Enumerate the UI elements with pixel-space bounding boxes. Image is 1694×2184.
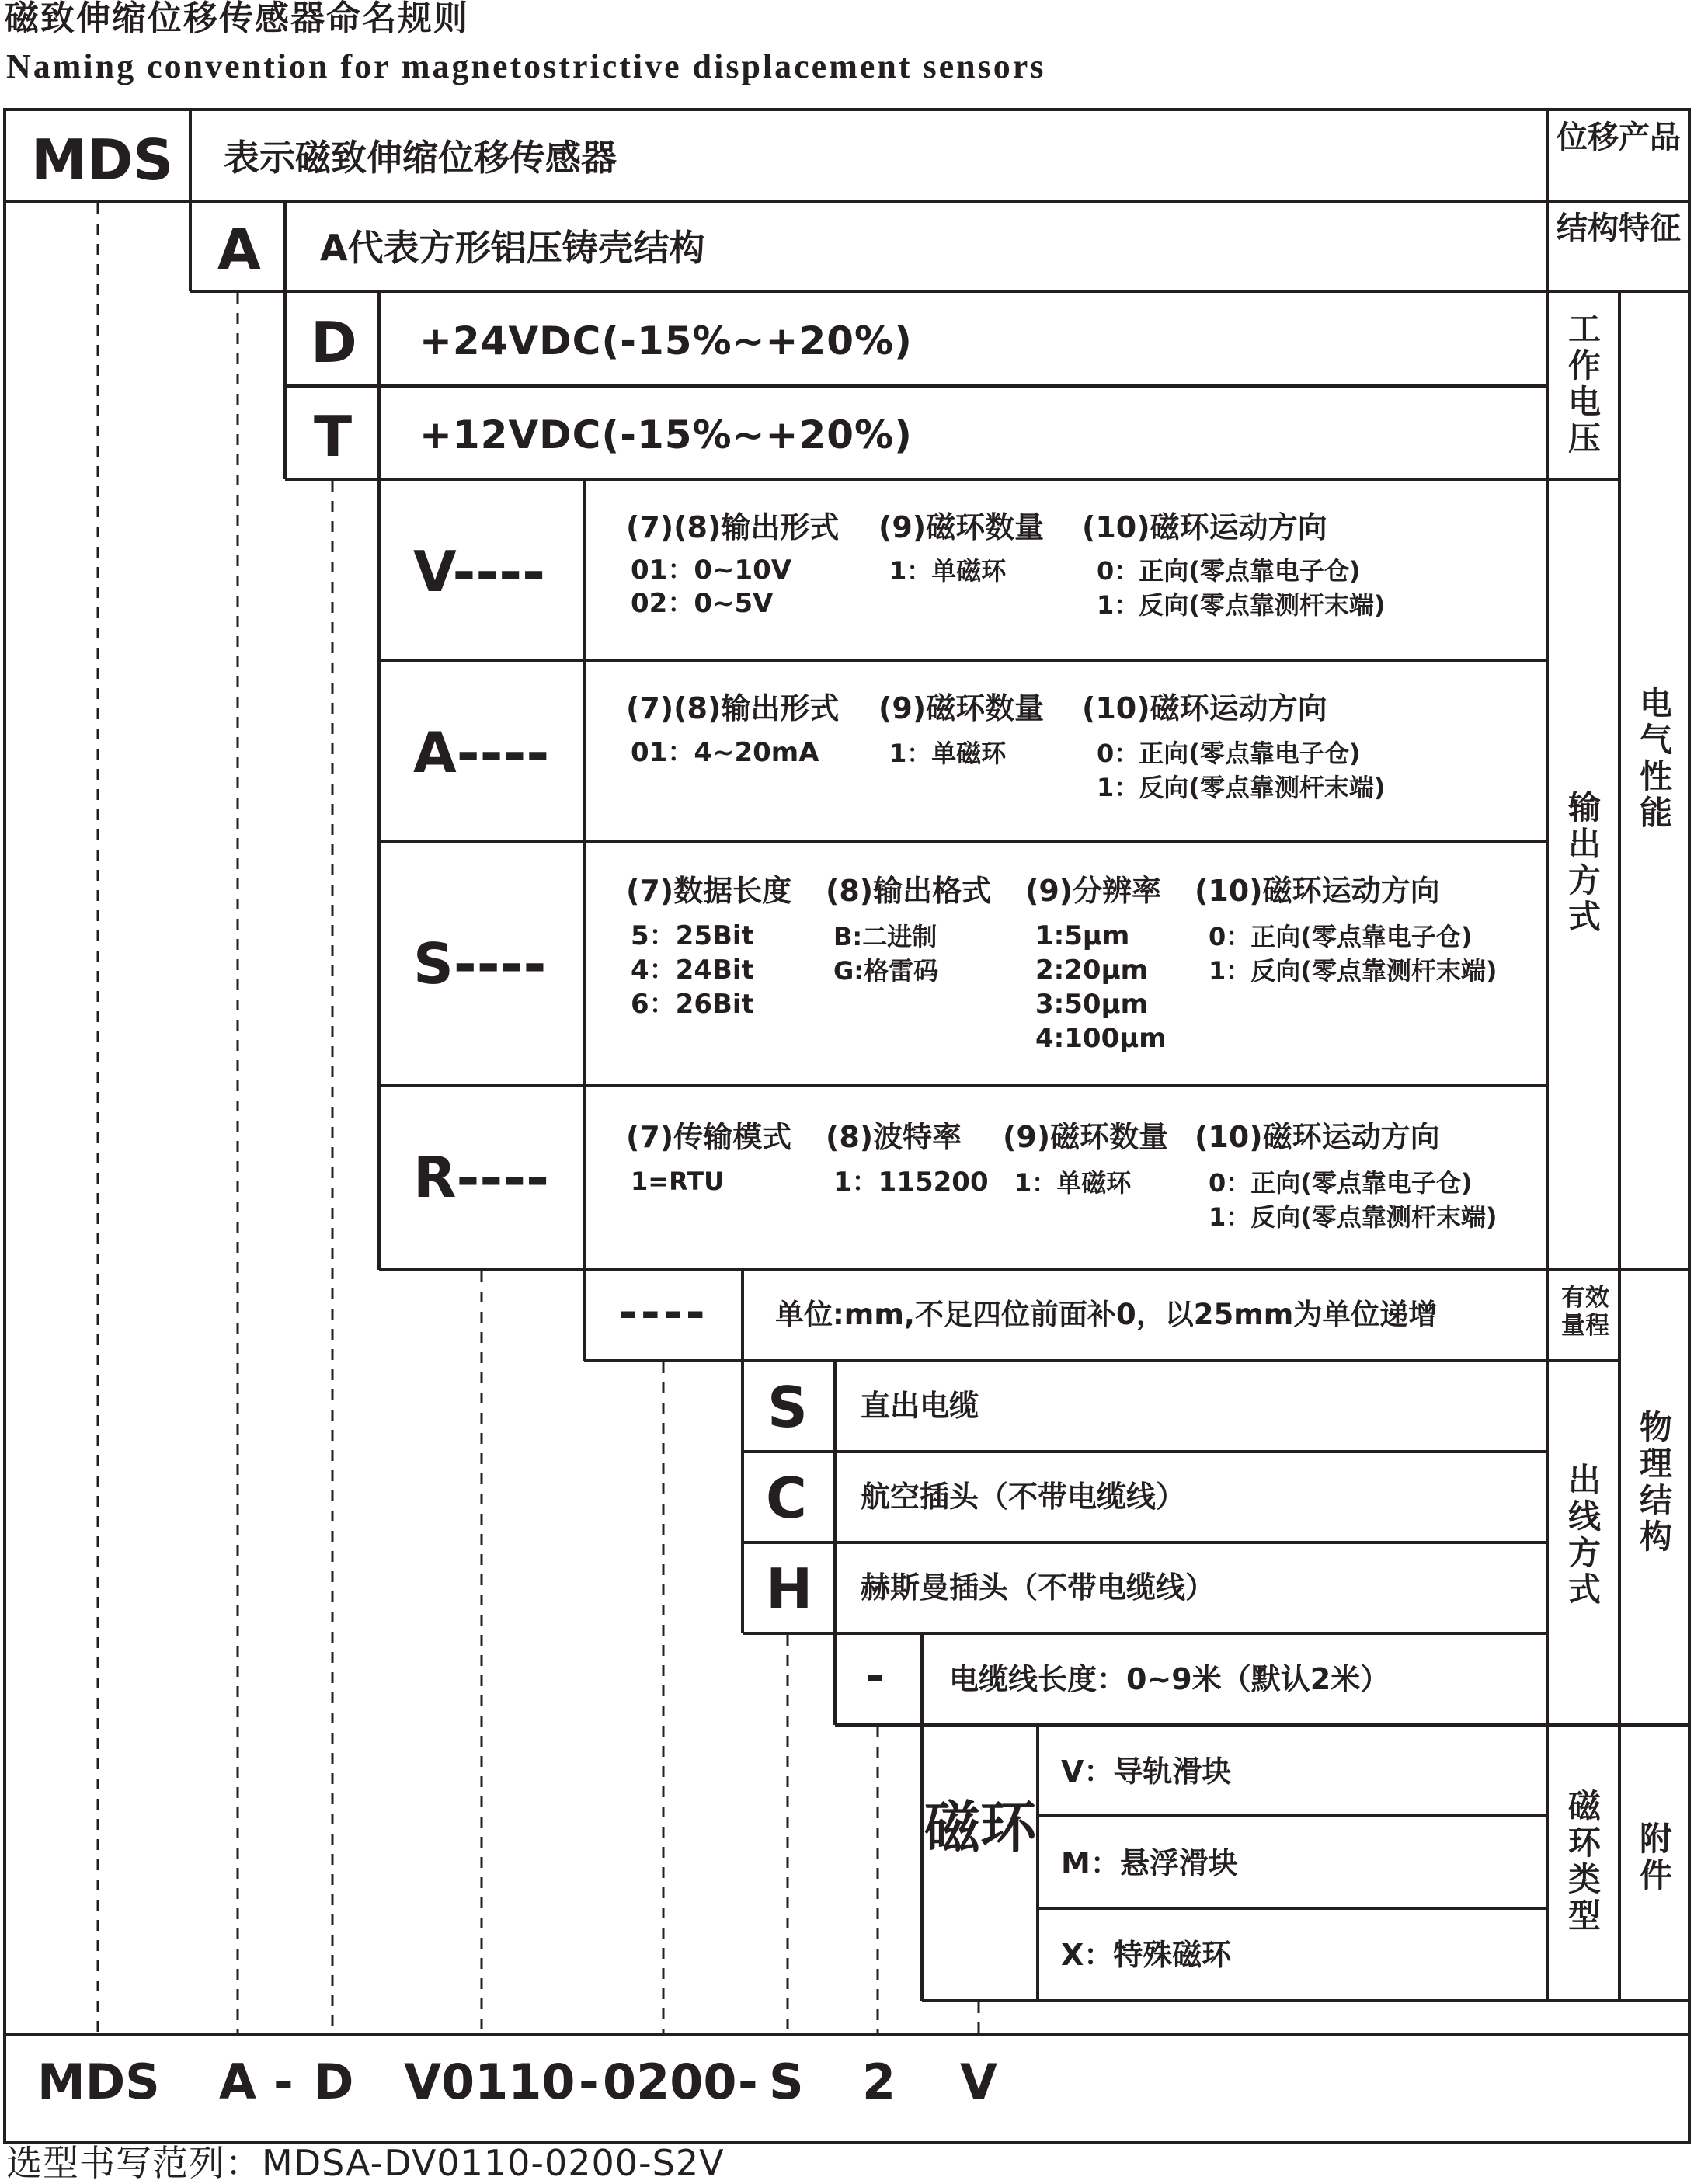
s-header-2: (8)输出格式: [826, 874, 992, 908]
example-part-outlet: S: [769, 2054, 804, 2110]
code-d: D: [311, 310, 357, 375]
s-col1-2: 6：26Bit: [631, 989, 754, 1020]
r-header-4: (10)磁环运动方向: [1195, 1120, 1440, 1154]
desc-outlet-s: 直出电缆: [861, 1389, 979, 1423]
a-header-1: (7)(8)输出形式: [626, 691, 840, 725]
example-part-d: D: [314, 2054, 354, 2110]
v-col1-1: 02：0~5V: [631, 588, 774, 619]
magnet-item-x: X：特殊磁环: [1061, 1938, 1232, 1972]
desc-d: +24VDC(-15%~+20%): [419, 318, 913, 363]
s-col3-1: 2:20μm: [1035, 955, 1149, 986]
r-col3-0: 1：单磁环: [1014, 1168, 1132, 1198]
s-col2-0: B:二进制: [833, 922, 937, 951]
a-col2-0: 1：单磁环: [889, 739, 1007, 768]
desc-a: A代表方形铝压铸壳结构: [320, 227, 705, 269]
code-output-r: R----: [413, 1145, 549, 1210]
v-header-1: (7)(8)输出形式: [626, 510, 840, 544]
desc-mds: 表示磁致伸缩位移传感器: [224, 137, 617, 179]
title-en: Naming convention for magnetostrictive displacement sensors: [6, 47, 1046, 85]
code-outlet-h: H: [766, 1556, 813, 1622]
side-electrical: 电气性能: [1639, 684, 1672, 833]
s-header-1: (7)数据长度: [626, 874, 792, 908]
s-header-3: (9)分辨率: [1025, 874, 1162, 908]
v-header-2: (9)磁环数量: [878, 510, 1045, 544]
side-accessory: 附件: [1639, 1820, 1672, 1895]
side-structure: 结构特征: [1557, 210, 1681, 246]
example-part-a: A: [219, 2054, 256, 2110]
s-col3-0: 1:5μm: [1035, 920, 1130, 951]
desc-outlet-h: 赫斯曼插头（不带电缆线）: [861, 1570, 1216, 1605]
side-physical: 物理结构: [1639, 1408, 1672, 1556]
code-output-a: A----: [413, 720, 550, 785]
example-part-mds: MDS: [37, 2054, 160, 2110]
desc-t: +12VDC(-15%~+20%): [419, 412, 913, 457]
r-header-3: (9)磁环数量: [1003, 1120, 1169, 1154]
magnet-item-v: V：导轨滑块: [1061, 1755, 1232, 1789]
example-sep-3: -: [738, 2054, 758, 2110]
r-col2-0: 1：115200: [833, 1167, 989, 1198]
v-header-3: (10)磁环运动方向: [1082, 510, 1327, 544]
s-col3-3: 4:100μm: [1035, 1023, 1167, 1054]
a-col3-1: 1：反向(零点靠测杆末端): [1097, 773, 1386, 802]
code-range: ----: [618, 1285, 708, 1340]
side-output-mode: 输出方式: [1567, 788, 1601, 937]
side-outlet-mode: 出线方式: [1567, 1461, 1601, 1609]
a-col1-0: 01：4~20mA: [631, 737, 819, 768]
title-cn: 磁致伸缩位移传感器命名规则: [5, 0, 469, 38]
s-col3-2: 3:50μm: [1035, 989, 1149, 1020]
v-col1-0: 01：0~10V: [631, 555, 792, 586]
example-line: 选型书写范列：MDSA-DV0110-0200-S2V: [6, 2142, 725, 2184]
v-col3-1: 1：反向(零点靠测杆末端): [1097, 590, 1386, 620]
desc-outlet-c: 航空插头（不带电缆线）: [861, 1480, 1186, 1514]
s-col1-0: 5：25Bit: [631, 920, 754, 951]
code-a: A: [217, 217, 261, 282]
code-t: T: [314, 404, 353, 469]
example-part-magnet: V: [960, 2054, 997, 2110]
a-col3-0: 0：正向(零点靠电子仓): [1097, 739, 1361, 768]
s-col2-1: G:格雷码: [833, 956, 939, 986]
v-col2-0: 1：单磁环: [889, 556, 1007, 586]
code-outlet-c: C: [766, 1466, 807, 1531]
side-voltage: 工作电压: [1567, 310, 1601, 458]
desc-cable: 电缆线长度：0~9米（默认2米）: [949, 1662, 1390, 1696]
code-output-v: V----: [413, 539, 546, 604]
example-sep-1: -: [273, 2054, 294, 2110]
desc-range: 单位:mm,不足四位前面补0，以25mm为单位递增: [775, 1298, 1438, 1331]
code-cable: -: [865, 1649, 885, 1703]
code-output-s: S----: [413, 931, 547, 996]
side-position-product: 位移产品: [1557, 120, 1681, 155]
side-magnet-type: 磁环类型: [1567, 1787, 1601, 1935]
magnet-item-m: M：悬浮滑块: [1061, 1846, 1238, 1880]
example-sep-2: -: [579, 2054, 599, 2110]
r-header-2: (8)波特率: [826, 1120, 962, 1154]
r-col4-0: 0：正向(零点靠电子仓): [1209, 1168, 1473, 1198]
side-effective-range: 有效量程: [1561, 1284, 1609, 1340]
s-col4-0: 0：正向(零点靠电子仓): [1209, 922, 1473, 951]
r-col4-1: 1：反向(零点靠测杆末端): [1209, 1202, 1497, 1232]
v-col3-0: 0：正向(零点靠电子仓): [1097, 556, 1361, 586]
s-col4-1: 1：反向(零点靠测杆末端): [1209, 956, 1497, 986]
code-outlet-s: S: [767, 1375, 808, 1440]
magnet-label: 磁环: [924, 1795, 1037, 1860]
s-header-4: (10)磁环运动方向: [1195, 874, 1440, 908]
a-header-3: (10)磁环运动方向: [1082, 691, 1327, 725]
example-part-range: 0200: [603, 2054, 737, 2110]
example-part-cable: 2: [862, 2054, 896, 2110]
a-header-2: (9)磁环数量: [878, 691, 1045, 725]
r-header-1: (7)传输模式: [626, 1120, 792, 1154]
code-mds: MDS: [31, 127, 174, 193]
example-part-output: V0110: [404, 2054, 576, 2110]
s-col1-1: 4：24Bit: [631, 955, 754, 986]
r-col1-0: 1=RTU: [631, 1167, 725, 1196]
